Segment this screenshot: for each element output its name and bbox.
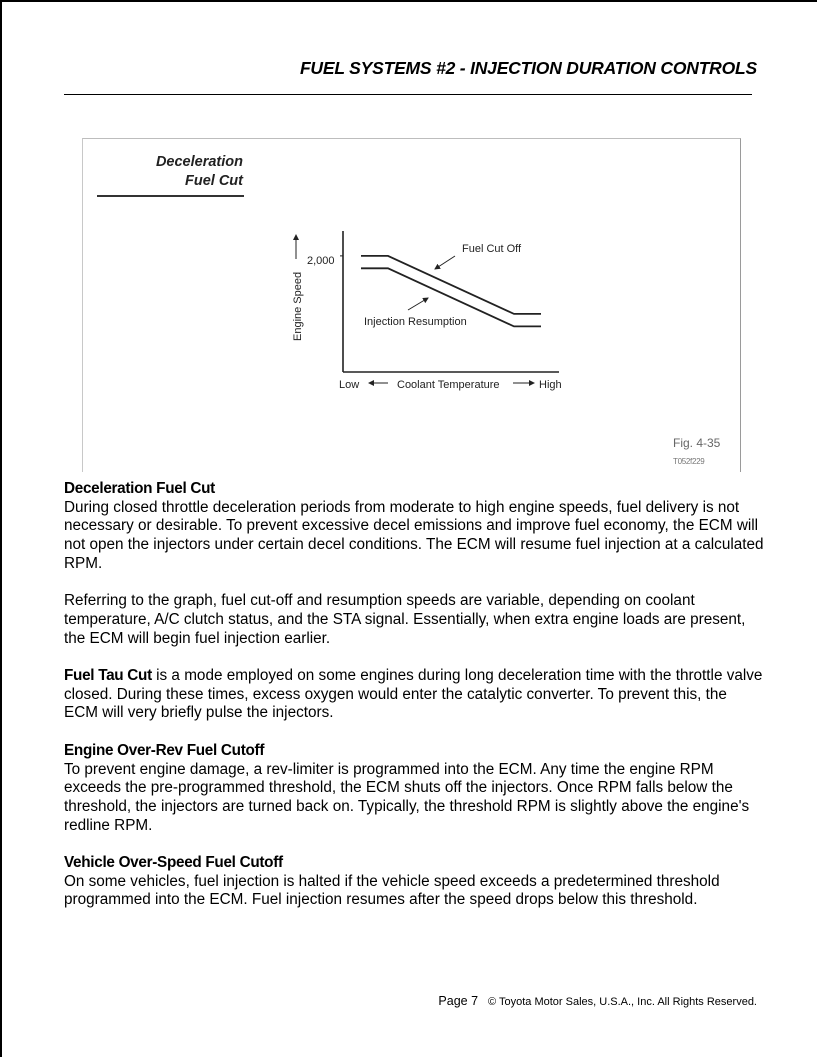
annotation-fuel-cut-off-arrow bbox=[435, 256, 455, 269]
figure-title-line1: Deceleration bbox=[155, 154, 243, 170]
section-paragraph: is a mode employed on some engines during long deceleration time with the throttle valve closed. During these times, excess oxygen would enter the catalytic converter. To prevent this, the ECM will very briefly pulse the injectors. bbox=[64, 667, 763, 722]
page-number: Page 7 bbox=[438, 994, 479, 1008]
section-fuel-tau-cut bbox=[64, 667, 764, 723]
inline-term: Fuel Tau Cut bbox=[64, 667, 152, 684]
section-paragraph: During closed throttle deceleration periods from moderate to high engine speeds, fuel delivery is not necessary or desirable. To prevent excessive decel emissions and improve fuel economy, the ECM will not open the injectors under certain decel conditions. The ECM will resume fuel injection at a calculated RPM. bbox=[64, 498, 764, 572]
section-paragraph: To prevent engine damage, a rev-limiter is programmed into the ECM. Any time the engine RPM exceeds the pre-programmed threshold, the ECM shuts off the injectors. Once RPM falls below the threshold, the injectors are turned back on. Typically, the threshold RPM is slightly above the engine's redline RPM. bbox=[64, 760, 750, 834]
section-paragraph-graph-reference bbox=[64, 592, 764, 648]
series-line-fuel-cut-off bbox=[361, 256, 541, 314]
copyright-notice: © Toyota Motor Sales, U.S.A., Inc. All Rights Reserved. bbox=[488, 996, 757, 1008]
header-divider bbox=[64, 94, 752, 95]
deceleration-fuel-cut-chart bbox=[83, 139, 740, 472]
figure-title-line2: Fuel Cut bbox=[185, 173, 243, 189]
page-footer bbox=[438, 994, 757, 1008]
body-text bbox=[64, 480, 764, 929]
figure-code: T052f229 bbox=[673, 457, 705, 466]
annotation-fuel-cut-off: Fuel Cut Off bbox=[462, 243, 522, 255]
y-tick-label: 2,000 bbox=[307, 255, 335, 267]
page-title: FUEL SYSTEMS #2 - INJECTION DURATION CONTROLS bbox=[299, 58, 757, 78]
figure-caption: Fig. 4-35 bbox=[673, 436, 721, 450]
x-high-label: High bbox=[539, 379, 562, 391]
section-heading: Vehicle Over-Speed Fuel Cutoff bbox=[64, 854, 283, 871]
y-axis-label: Engine Speed bbox=[292, 271, 304, 341]
section-vehicle-over-speed bbox=[64, 854, 764, 910]
figure-deceleration-fuel-cut bbox=[82, 138, 741, 472]
annotation-injection-resumption: Injection Resumption bbox=[364, 316, 467, 328]
section-deceleration-fuel-cut bbox=[64, 480, 764, 574]
section-paragraph: On some vehicles, fuel injection is halted if the vehicle speed exceeds a predetermined threshold programmed into the ECM. Fuel injection resumes after the speed drops below this threshold. bbox=[64, 872, 720, 909]
section-heading: Deceleration Fuel Cut bbox=[64, 480, 215, 497]
annotation-injection-resumption-arrow bbox=[408, 298, 428, 310]
section-engine-over-rev bbox=[64, 742, 764, 836]
x-low-label: Low bbox=[339, 379, 360, 391]
section-paragraph: Referring to the graph, fuel cut-off and resumption speeds are variable, depending on coolant temperature, A/C clutch status, and the STA signal. Essentially, when extra engine loads are present, the ECM will begin fuel injection earlier. bbox=[64, 592, 746, 647]
section-heading: Engine Over-Rev Fuel Cutoff bbox=[64, 741, 265, 759]
x-axis-label: Coolant Temperature bbox=[397, 379, 500, 391]
